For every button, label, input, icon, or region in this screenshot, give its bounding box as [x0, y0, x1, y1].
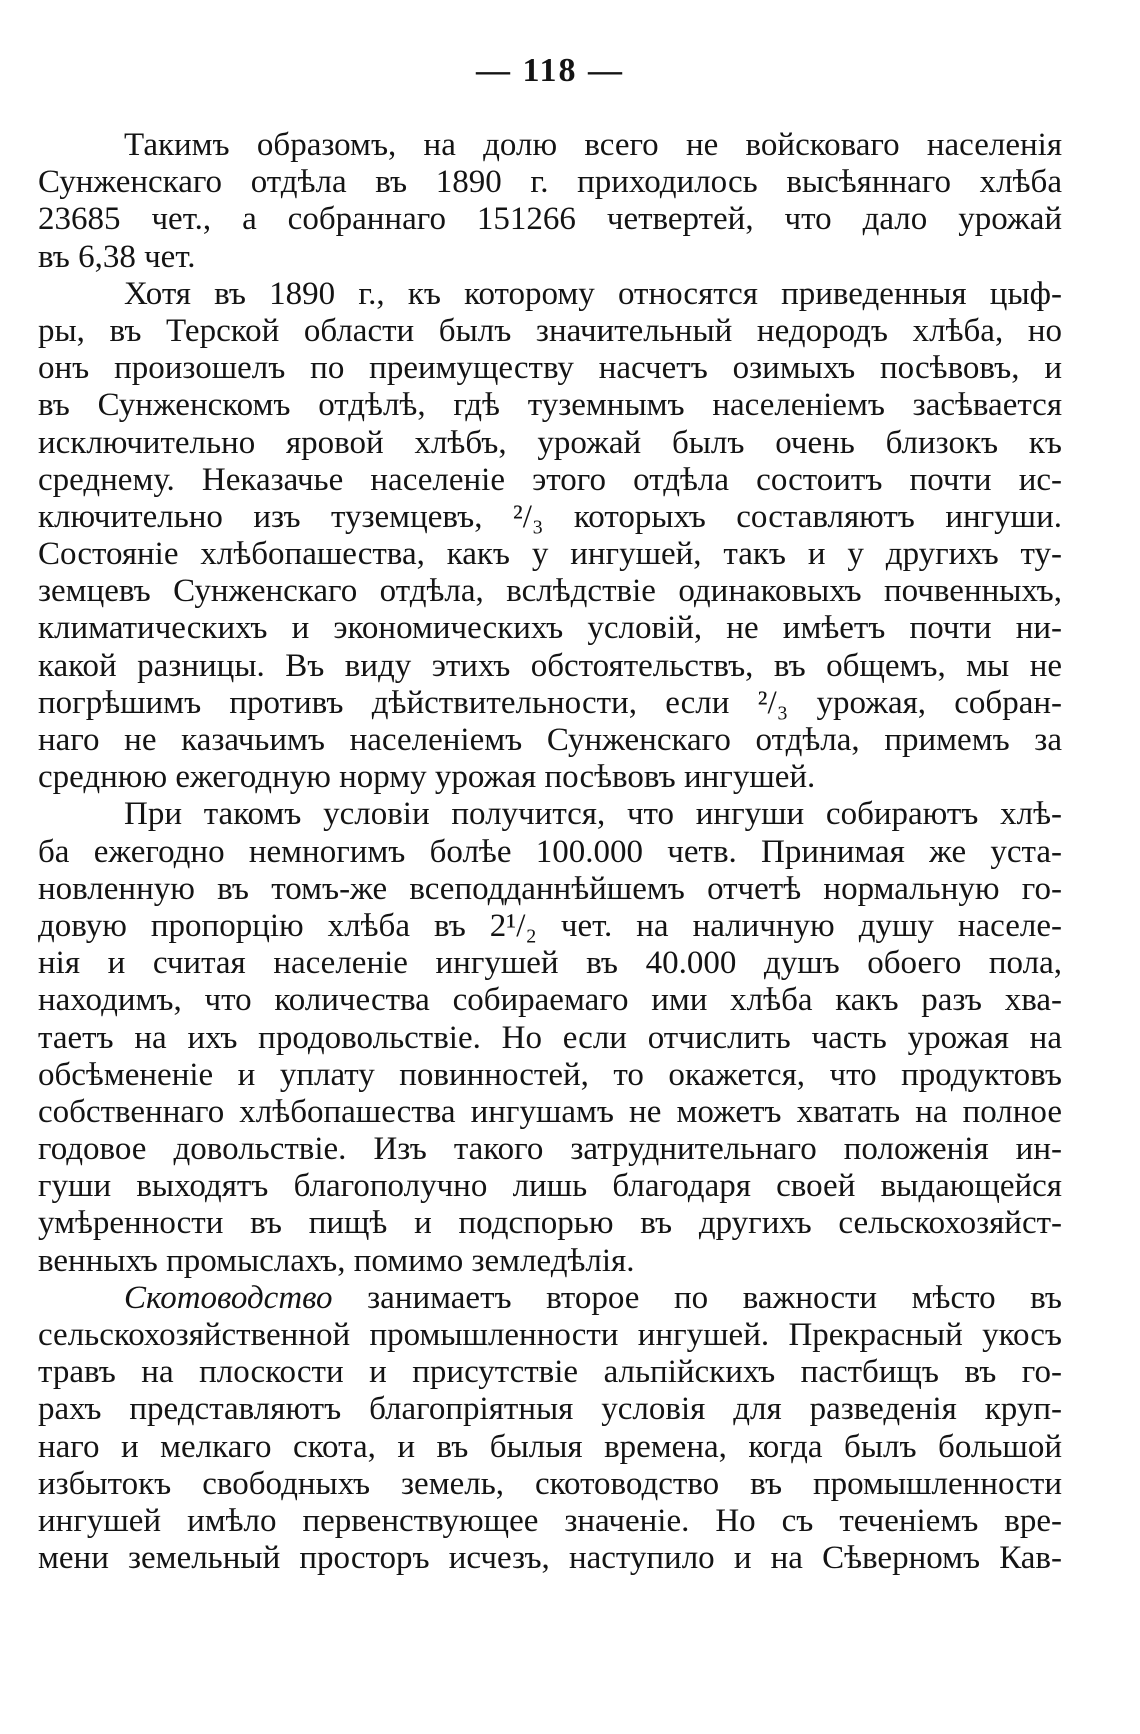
text-line: сельскохозяйственной промышленности ингушей. Прекрасный укосъ: [38, 1317, 1062, 1353]
text-line: При такомъ условіи получится, что ингуши собираютъ хлѣ-: [124, 796, 1062, 833]
text-line: гуши выходятъ благополучно лишь благодаря своей выдающейся: [38, 1168, 1062, 1205]
paragraph-1: [38, 127, 1062, 276]
page-number: — 118 —: [475, 52, 625, 89]
text-line: среднюю ежегодную норму урожая посѣвовъ ингушей.: [38, 759, 816, 796]
text-line: въ 6,38 чет.: [38, 238, 196, 275]
text-line: венныхъ промыслахъ, помимо земледѣлія.: [38, 1242, 635, 1279]
text-line: собственнаго хлѣбопашества ингушамъ не можетъ хватать на полное: [38, 1093, 1062, 1130]
text-line: довую пропорцію хлѣба въ 2¹/₂ чет. на наличную душу населе-: [38, 907, 1062, 944]
text-line: ры, въ Терской области былъ значительный недородъ хлѣба, но: [38, 312, 1062, 349]
text-line: таетъ на ихъ продовольствіе. Но если отчислить часть урожая на: [38, 1019, 1062, 1056]
text-line: погрѣшимъ противъ дѣйствительности, если ²/₃ урожая, собран-: [38, 684, 1062, 721]
text-line: онъ произошелъ по преимуществу насчетъ озимыхъ посѣвовъ, и: [38, 350, 1062, 387]
text-line: ключительно изъ туземцевъ, ²/₃ которыхъ составляютъ ингуши.: [38, 498, 1062, 535]
text-line: ба ежегодно немногимъ болѣе 100.000 четв. Принимая же уста-: [38, 833, 1062, 870]
text-line: ингушей имѣло первенствующее значеніе. Но съ теченіемъ вре-: [38, 1502, 1062, 1539]
text-line: нія и считая населеніе ингушей въ 40.000 душъ обоего пола,: [38, 945, 1062, 982]
text-line: находимъ, что количества собираемаго ими хлѣба какъ разъ хва-: [38, 982, 1062, 1019]
text-line: Сунженскаго отдѣла въ 1890 г. приходилось высѣяннаго хлѣба: [38, 164, 1062, 201]
paragraph-4: [38, 1280, 1062, 1578]
text-line: мени земельный просторъ исчезъ, наступило и на Сѣверномъ Кав-: [38, 1540, 1062, 1577]
text-line: въ Сунженскомъ отдѣлѣ, гдѣ туземнымъ населеніемъ засѣвается: [38, 387, 1062, 424]
text-line: наго и мелкаго скота, и въ былыя времена, когда былъ большой: [38, 1428, 1062, 1465]
text-line: умѣренности въ пищѣ и подспорью въ другихъ сельскохозяйст-: [38, 1205, 1062, 1242]
text-line: наго не казачьимъ населеніемъ Сунженскаго отдѣла, примемъ за: [38, 722, 1062, 758]
text-line: Хотя въ 1890 г., къ которому относятся приведенныя цыф-: [124, 275, 1062, 312]
paragraph-3: [38, 796, 1062, 1279]
text-line: травъ на плоскости и присутствіе альпійскихъ пастбищъ въ го-: [38, 1354, 1062, 1391]
text-line: Состояніе хлѣбопашества, какъ у ингушей, такъ и у другихъ ту-: [38, 536, 1062, 573]
text-line-rest: занимаетъ второе по важности мѣсто въ: [332, 1279, 1062, 1316]
book-page: [38, 0, 1062, 1734]
text-line: исключительно яровой хлѣбъ, урожай былъ очень близокъ къ: [38, 424, 1062, 461]
text-line: избытокъ свободныхъ земель, скотоводство въ промышленности: [38, 1465, 1062, 1502]
text-line: Такимъ образомъ, на долю всего не войсковаго населенія: [124, 127, 1062, 163]
text-line: 23685 чет., а собраннаго 151266 четвертей, что дало урожай: [38, 201, 1062, 238]
text-line: годовое довольствіе. Изъ такого затруднительнаго положенія ин-: [38, 1131, 1062, 1168]
page-text: [38, 127, 1062, 1577]
text-line: какой разницы. Въ виду этихъ обстоятельствъ, въ общемъ, мы не: [38, 647, 1062, 684]
text-line: новленную въ томъ-же всеподданнѣйшемъ отчетѣ нормальную го-: [38, 870, 1062, 907]
paragraph-2: [38, 276, 1062, 797]
text-line: среднему. Неказачье населеніе этого отдѣла состоитъ почти ис-: [38, 461, 1062, 498]
text-line: климатическихъ и экономическихъ условій, не имѣетъ почти ни-: [38, 610, 1062, 647]
text-line: обсѣмененіе и уплату повинностей, то окажется, что продуктовъ: [38, 1056, 1062, 1093]
text-line: рахъ представляютъ благопріятныя условія для разведенія круп-: [38, 1391, 1062, 1428]
text-line: [38, 1280, 1062, 1317]
text-line: земцевъ Сунженскаго отдѣла, вслѣдствіе одинаковыхъ почвенныхъ,: [38, 573, 1062, 610]
italic-term: Скотоводство: [124, 1279, 333, 1316]
